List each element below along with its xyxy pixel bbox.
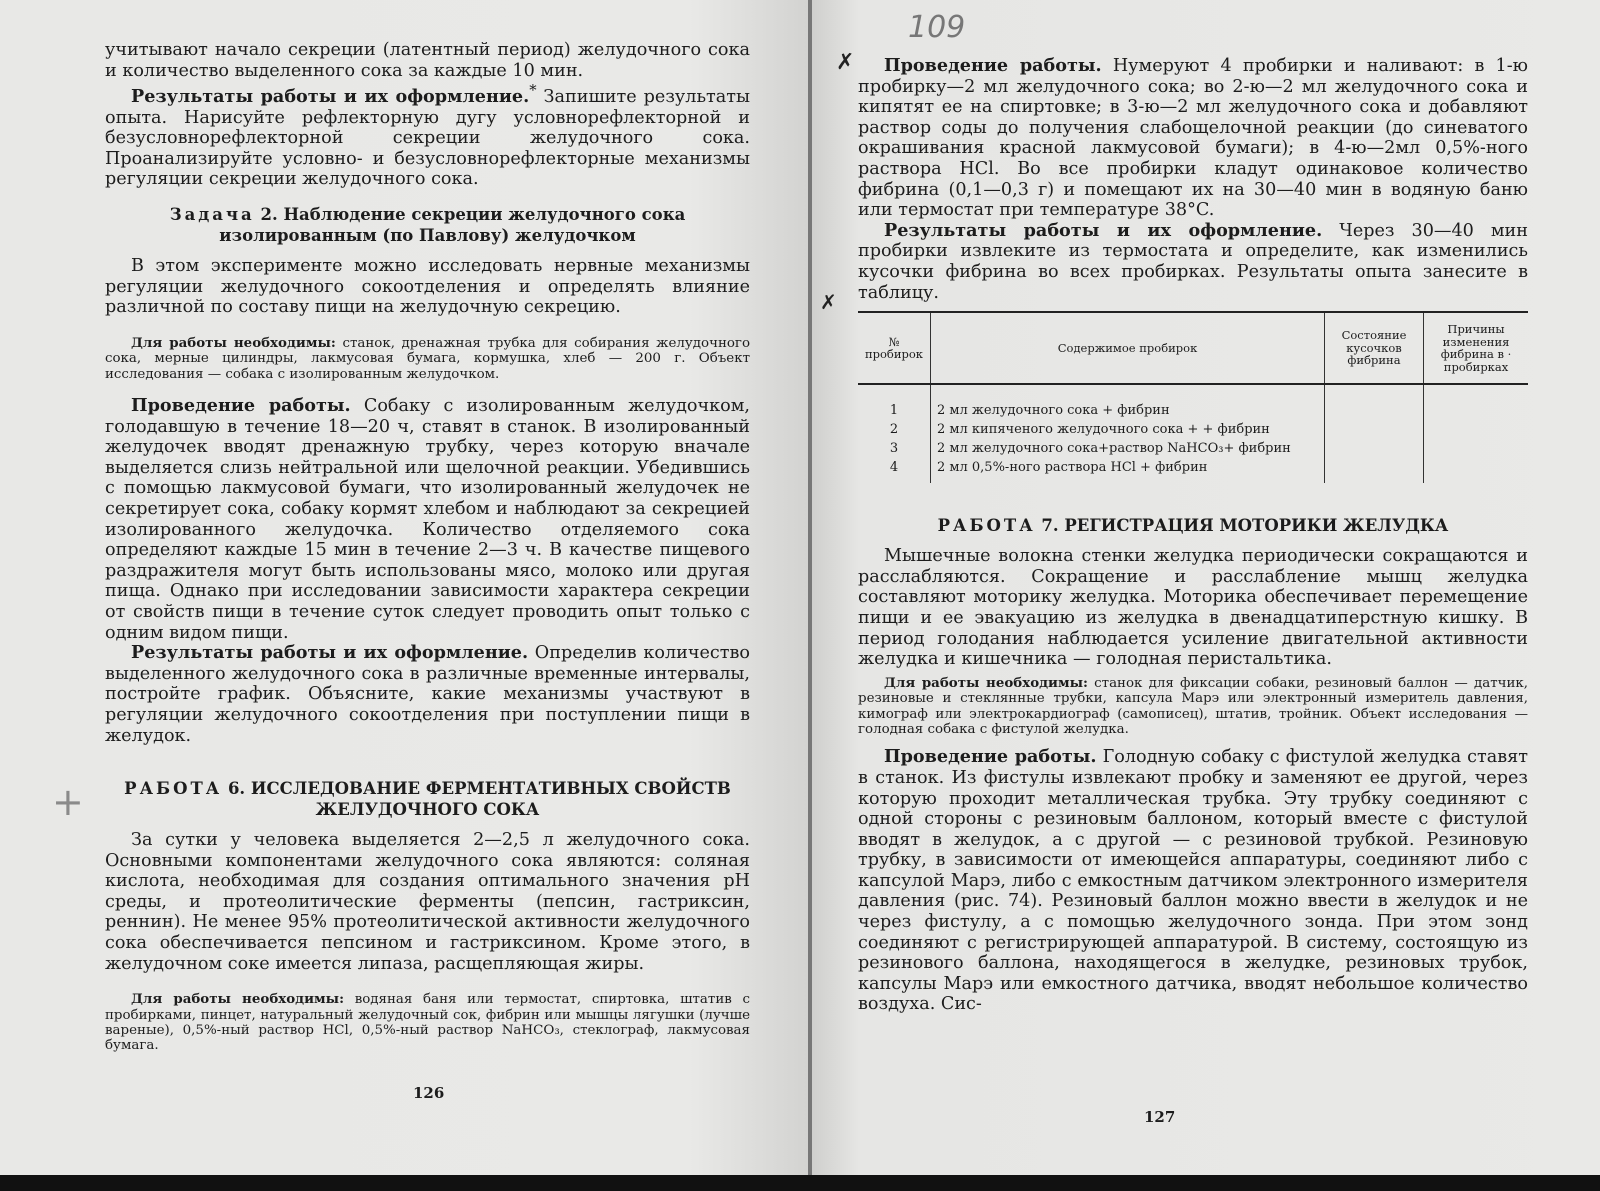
procedure-text: Нумеруют 4 пробирки и наливают: в 1-ю пробирку—2 мл желудочного сока; во 2-ю—2 мл желудочного сока и кипятят ее на спиртовке; в 3-ю—2 мл желудочного сока и добавляют раствор соды до получения слабощелочной реакции (до синеватого окрашивания красной лакмусовой бумаги); в 4-ю—2мл 0,5%-ного раствора HCl. Во все пробирки кладут одинаковое количество фибрина (0,1—0,3 г) и помещают их на 30—40 мин в водяную баню или термостат при температуре 38°C. xyxy=(858,56,1528,221)
table-row xyxy=(858,384,1528,420)
table-row xyxy=(858,420,1528,439)
work-6-heading xyxy=(105,778,750,820)
task-2-heading xyxy=(105,204,750,246)
tube-number: 1 xyxy=(889,403,899,419)
requirements-label: Для работы необходимы: xyxy=(884,674,1088,691)
paragraph-procedure-motility xyxy=(858,747,1528,1015)
paragraph-experiment-intro: В этом эксперименте можно исследовать нервные механизмы регуляции желудочного сокоотделения и определять влияние различной по составу пищи на желудочную секрецию. xyxy=(105,256,750,318)
results-text: Определив количество выделенного желудочного сока в различные временные интервалы, постройте график. Объясните, какие механизмы участвуют в регуляции желудочного сокоотделения при поступлении пищи в желудок. xyxy=(105,643,750,746)
procedure-text: Собаку с изолированным желудочком, голодавшую в течение 18—20 ч, ставят в станок. В изолированный желудочек вводят дренажную трубку, через которую вначале выделяется слизь нейтральной или щелочной реакции. Убедившись с помощью лакмусовой бумаги, что изолированный желудочек не секретирует сока, собаку кормят хлебом и наблюдают за секрецией изолированного желудочка. Количество отделяемого сока определяют каждые 15 мин в течение 2—3 ч. В качестве пищевого раздражителя могут быть использованы мясо, молоко или другая пища. Однако при исследовании зависимости характера секреции от свойств пищи в течение суток следует проводить опыт только с одним видом пищи. xyxy=(105,396,750,643)
procedure-label: Проведение работы. xyxy=(884,746,1097,768)
handwritten-number: 109 xyxy=(908,10,966,45)
paragraph-results-1 xyxy=(105,81,750,190)
paragraph-procedure-1 xyxy=(105,396,750,643)
change-reason-cell xyxy=(1424,384,1529,420)
requirements-text: водяная баня или термостат, спиртовка, штатив с пробирками, пинцет, натуральный желудочный сок, фибрин или мышцы лягушки (лучше вареные), 0,5%-ный раствор HCl, 0,5%-ный раствор NaHCO₃, стеклограф, лакмусовая бумага. xyxy=(105,992,750,1054)
results-label: Результаты работы и их оформление. xyxy=(884,219,1323,241)
pencil-cross-mark: + xyxy=(52,780,84,824)
change-reason-cell xyxy=(1424,458,1529,483)
task-2-title: 2. Наблюдение секреции желудочного сока изолированным (по Павлову) желудочком xyxy=(219,205,686,246)
tube-contents: 2 мл 0,5%-ного раствора HCl + фибрин xyxy=(931,458,1325,483)
fibrin-state-cell xyxy=(1325,420,1424,439)
results-table xyxy=(858,311,1528,483)
tube-number: 4 xyxy=(889,460,899,476)
change-reason-cell xyxy=(1424,420,1529,439)
tube-contents: 2 мл желудочного сока+раствор NaHCO₃+ фибрин xyxy=(931,439,1325,458)
left-page-column xyxy=(105,40,750,1054)
scan-bottom-edge xyxy=(0,1175,1600,1191)
tube-number: 2 xyxy=(889,422,899,438)
table-header-cell: Состояние кусочков фибрина xyxy=(1325,312,1424,384)
table-header-cell: Причины изменения фибрина в · пробирках xyxy=(1424,312,1529,384)
fibrin-state-cell xyxy=(1325,458,1424,483)
requirements-text: станок, дренажная трубка для собирания желудочного сока, мерные цилиндры, лакмусовая бумага, кормушка, хлеб — 200 г. Объект исследования — собака с изолированным желудочком. xyxy=(105,335,751,382)
footnote-star: * xyxy=(529,82,537,100)
paragraph-results-2 xyxy=(105,643,750,746)
requirements-label: Для работы необходимы: xyxy=(131,991,345,1008)
table-header-cell: № пробирок xyxy=(858,312,931,384)
work-6-prefix: РАБОТА xyxy=(124,779,223,799)
paragraph-results-table xyxy=(858,221,1528,303)
table-header-row xyxy=(858,312,1528,384)
table-header-cell: Содержимое пробирок xyxy=(931,312,1325,384)
procedure-label: Проведение работы. xyxy=(131,395,351,417)
work-7-prefix: РАБОТА xyxy=(937,516,1036,536)
right-page xyxy=(812,0,1600,1175)
page-number-left: 126 xyxy=(413,1084,445,1102)
page-number-right: 127 xyxy=(1144,1108,1176,1126)
table-row xyxy=(858,458,1528,483)
paragraph-gastric-juice: За сутки у человека выделяется 2—2,5 л желудочного сока. Основными компонентами желудочного сока являются: соляная кислота, необходимая для создания оптимального значения pH среды, и протеолитические ферменты (пепсин, гастриксин, реннин). Не менее 95% протеолитической активности желудочного сока обеспечивается пепсином и гастриксином. Кроме этого, в желудочном соке имеется липаза, расщепляющая жиры. xyxy=(105,830,750,974)
requirements-2 xyxy=(105,992,750,1054)
requirements-3 xyxy=(858,676,1528,738)
work-6-title: 6. ИССЛЕДОВАНИЕ ФЕРМЕНТАТИВНЫХ СВОЙСТВ ЖЕЛУДОЧНОГО СОКА xyxy=(222,779,731,820)
work-7-heading xyxy=(858,515,1528,536)
requirements-1 xyxy=(105,336,750,382)
results-label: Результаты работы и их оформление. xyxy=(131,86,530,108)
paragraph-procedure-tubes xyxy=(858,56,1528,221)
tube-contents: 2 мл кипяченого желудочного сока + + фибрин xyxy=(931,420,1325,439)
work-7-title: 7. РЕГИСТРАЦИЯ МОТОРИКИ ЖЕЛУДКА xyxy=(1035,516,1449,536)
results-label: Результаты работы и их оформление. xyxy=(131,642,529,664)
requirements-label: Для работы необходимы: xyxy=(131,334,336,351)
table-row xyxy=(858,439,1528,458)
fibrin-state-cell xyxy=(1325,384,1424,420)
paragraph-motility: Мышечные волокна стенки желудка периодически сокращаются и расслабляются. Сокращение и расслабление мышц желудка составляют моторику желудка. Моторика обеспечивает перемещение пищи и ее эвакуацию из желудка в двенадцатиперстную кишку. В период голодания наблюдается усиление двигательной активности желудка и кишечника — голодная перистальтика. xyxy=(858,546,1528,670)
handwritten-x-mark-top: ✗ xyxy=(836,50,855,75)
paragraph-latent-period: учитывают начало секреции (латентный период) желудочного сока и количество выделенного сока за каждые 10 мин. xyxy=(105,40,750,81)
right-page-column xyxy=(858,56,1528,1015)
fibrin-state-cell xyxy=(1325,439,1424,458)
results-text: Через 30—40 мин пробирки извлеките из термостата и определите, как изменились кусочки фибрина во всех пробирках. Результаты опыта занесите в таблицу. xyxy=(858,220,1528,303)
tube-contents: 2 мл желудочного сока + фибрин xyxy=(931,384,1325,420)
tube-number: 3 xyxy=(889,441,899,457)
procedure-label: Проведение работы. xyxy=(884,55,1102,76)
change-reason-cell xyxy=(1424,439,1529,458)
handwritten-x-mark-table: ✗ xyxy=(820,290,837,314)
task-2-prefix: Задача xyxy=(169,205,255,225)
results-text: Запишите результаты опыта. Нарисуйте рефлекторную дугу условнорефлекторной и безусловнорефлекторной секреции желудочного сока. Проанализируйте условно- и безусловнорефлекторные механизмы регуляции секреции желудочного сока. xyxy=(105,87,750,190)
requirements-text: станок для фиксации собаки, резиновый баллон — датчик, резиновые и стеклянные трубки, капсула Марэ или электронный измеритель давления, кимограф или электрокардиограф (самописец), штатив, тройник. Объект исследования — голодная собака с фистулой желудка. xyxy=(858,675,1529,737)
procedure-text: Голодную собаку с фистулой желудка ставят в станок. Из фистулы извлекают пробку и заменяют ее другой, через которую проходит металлическая трубка. Эту трубку соединяют с одной стороны с резиновым баллоном, который вместе с фистулой вводят в желудок, а с другой — с резиновой трубкой. Резиновую трубку, в зависимости от имеющейся аппаратуры, соединяют либо с капсулой Марэ, либо с емкостным датчиком электронного измерителя давления (рис. 74). Резиновый баллон можно ввести в желудок и не через фистулу, а с помощью желудочного зонда. При этом зонд соединяют с регистрирующей аппаратурой. В систему, состоящую из резинового баллона, находящегося в желудке, резиновых трубок, капсулы Марэ или емкостного датчика, вводят небольшое количество воздуха. Сис- xyxy=(858,747,1528,1015)
